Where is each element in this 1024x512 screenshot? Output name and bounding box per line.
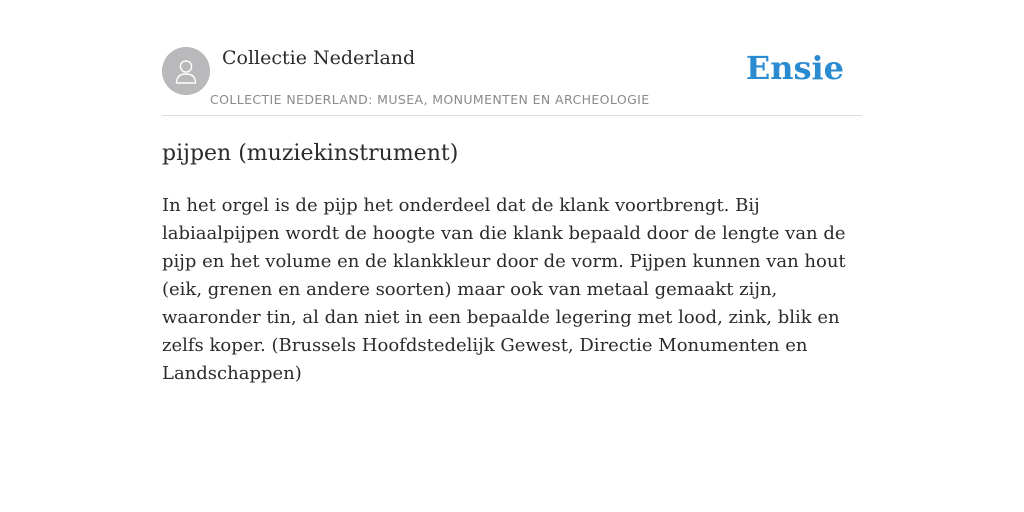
card-header [162, 0, 862, 116]
author-name[interactable]: Collectie Nederland [222, 47, 416, 69]
article-title: pijpen (muziekinstrument) [162, 141, 459, 166]
brand-logo[interactable]: Ensie [745, 49, 844, 87]
definition-card [162, 0, 862, 512]
article-body: In het orgel is de pijp het onderdeel dat de klank voortbrengt. Bij labiaalpijpen wordt de hoogte van die klank bepaald door de lengte van de pijp en het volume en de klankkleur door de vorm. Pijpen kunnen van hout (eik, grenen en andere soorten) maar ook van metaal gemaakt zijn, waaronder tin, al dan niet in een bepaalde legering met lood, zink, blik en zelfs koper. (Brussels Hoofdstedelijk Gewest, Directie Monumenten en Landschappen) [162, 195, 846, 384]
user-avatar-icon[interactable] [162, 47, 210, 95]
collection-name[interactable]: COLLECTIE NEDERLAND: MUSEA, MONUMENTEN EN ARCHEOLOGIE [210, 92, 650, 107]
